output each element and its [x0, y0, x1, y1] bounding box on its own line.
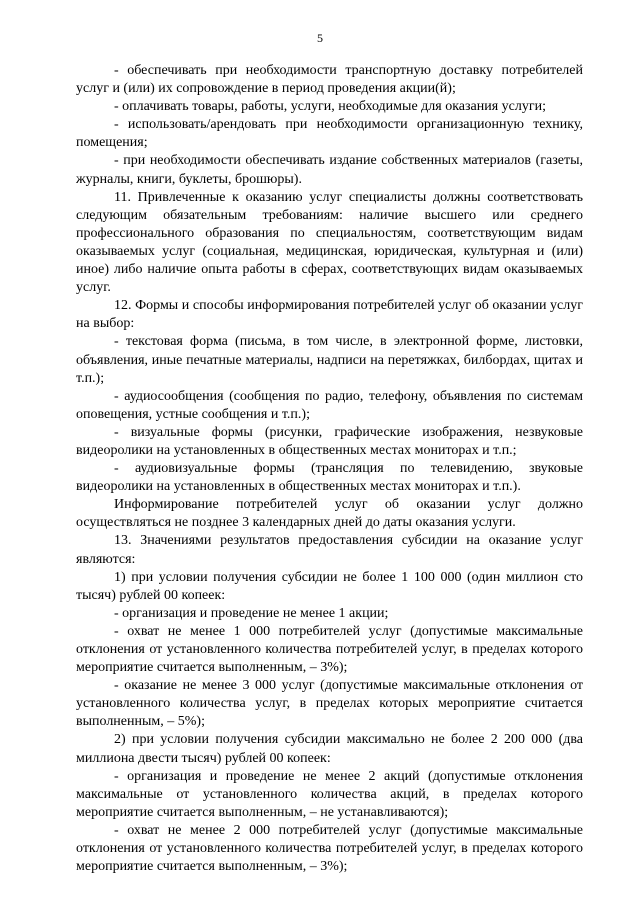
- paragraph: - оказание не менее 3 000 услуг (допустимые максимальные отклонения от установленного количества услуг, в пределах которых мероприятие считается выполненным, – 5%);: [76, 678, 583, 730]
- paragraph: Информирование потребителей услуг об оказании услуг должно осуществляться не позднее 3 календарных дней до даты оказания услуги.: [76, 497, 583, 531]
- paragraph: - использовать/арендовать при необходимости организационную технику, помещения;: [76, 117, 583, 151]
- paragraph: - аудиосообщения (сообщения по радио, телефону, объявления по системам оповещения, устные сообщения и т.п.);: [76, 388, 583, 422]
- paragraph: - визуальные формы (рисунки, графические изображения, незвуковые видеоролики на установленных в общественных местах мониторах и т.п.;: [76, 424, 583, 458]
- page-number: 5: [317, 31, 323, 45]
- paragraph: - охват не менее 1 000 потребителей услуг (допустимые максимальные отклонения от установленного количества потребителей услуг, в пределах которого мероприятие считается выполненным, – 3%);: [76, 623, 583, 676]
- paragraph: 13. Значениями результатов предоставления субсидии на оказание услуг являются:: [76, 533, 583, 567]
- document-body: [76, 62, 583, 876]
- paragraph: 11. Привлеченные к оказанию услуг специалисты должны соответствовать следующим обязательным требованиям: наличие высшего или среднего профессионального образования по специальностям, соответствующим видам оказываемых услуг (социальная, медицинская, юридическая, культурная и (или) иное) либо наличие опыта работы в сферах, соответствующих видам оказываемых услуг.: [76, 189, 583, 296]
- paragraph: - организация и проведение не менее 2 акций (допустимые отклонения максимальные от установленного количества акций, в пределах которого мероприятие считается выполненным, – не устанавливаются);: [76, 768, 583, 820]
- paragraph: - аудиовизуальные формы (трансляция по телевидению, звуковые видеоролики на установленных в общественных местах мониторах и т.п.).: [76, 461, 583, 495]
- paragraph: - при необходимости обеспечивать издание собственных материалов (газеты, журналы, книги, буклеты, брошюры).: [76, 153, 583, 187]
- paragraph: 1) при условии получения субсидии не более 1 100 000 (один миллион сто тысяч) рублей 00 копеек:: [76, 569, 583, 603]
- paragraph: - обеспечивать при необходимости транспортную доставку потребителей услуг и (или) их сопровождение в период проведения акции(й);: [76, 63, 583, 97]
- paragraph: 12. Формы и способы информирования потребителей услуг об оказании услуг на выбор:: [76, 298, 583, 332]
- paragraph: 2) при условии получения субсидии максимально не более 2 200 000 (два миллиона двести тысяч) рублей 00 копеек:: [76, 732, 583, 766]
- paragraph: - охват не менее 2 000 потребителей услуг (допустимые максимальные отклонения от установленного количества потребителей услуг, в пределах которого мероприятие считается выполненным, – 3%);: [76, 822, 583, 875]
- paragraph: - текстовая форма (письма, в том числе, в электронной форме, листовки, объявления, иные печатные материалы, надписи на перетяжках, билбордах, щитах и т.п.);: [76, 334, 583, 386]
- paragraph: - организация и проведение не менее 1 акции;: [114, 605, 389, 621]
- paragraph: - оплачивать товары, работы, услуги, необходимые для оказания услуги;: [114, 99, 546, 115]
